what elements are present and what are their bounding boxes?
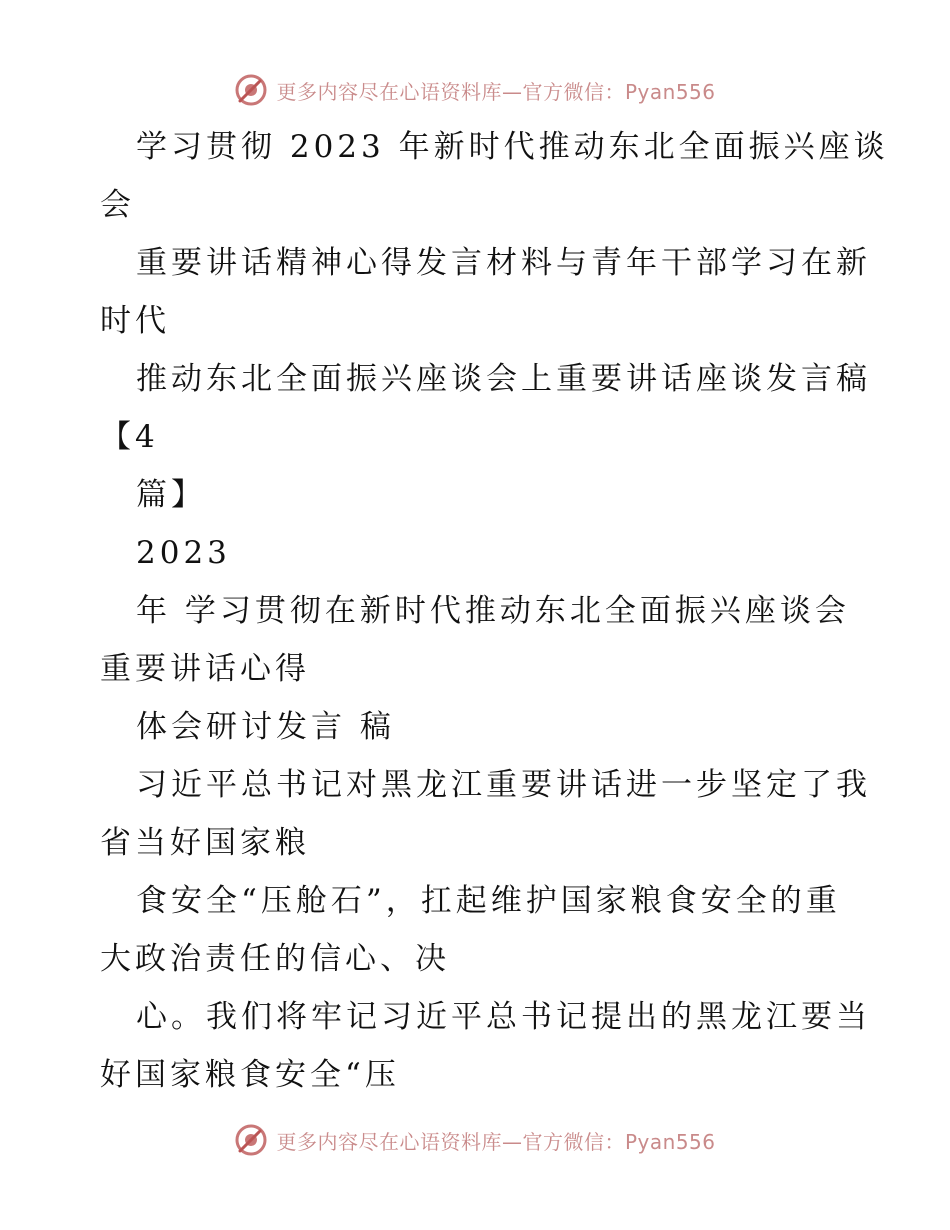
text-line: 篇】 xyxy=(136,477,206,513)
watermark-text: 更多内容尽在心语资料库—官方微信：Pyan556 xyxy=(276,79,716,104)
text-line: 省当好国家粮 xyxy=(100,825,310,861)
text-line: 习近平总书记对黑龙江重要讲话进一步坚定了我 xyxy=(136,767,871,803)
text-line: 大政治责任的信心、决 xyxy=(100,941,450,977)
watermark-banner-top xyxy=(0,70,950,110)
text-line: 重要讲话精神心得发言材料与青年干部学习在新 xyxy=(136,245,871,281)
text-line: 2023 xyxy=(136,535,231,571)
text-line: 推动东北全面振兴座谈会上重要讲话座谈发言稿 xyxy=(136,361,871,397)
brush-logo-icon xyxy=(234,73,268,107)
text-line: 体会研讨发言 稿 xyxy=(136,709,395,745)
text-line: 食安全“压舱石”，扛起维护国家粮食安全的重 xyxy=(136,883,841,919)
text-line: 【4 xyxy=(100,419,159,455)
text-line: 学习贯彻 2023 年新时代推动东北全面振兴座谈 xyxy=(136,129,889,165)
text-line: 年 学习贯彻在新时代推动东北全面振兴座谈会 xyxy=(136,593,850,629)
watermark-banner-bottom xyxy=(0,1120,950,1160)
brush-logo-icon xyxy=(234,1123,268,1157)
document-body xyxy=(100,118,889,1104)
text-line: 会 xyxy=(100,187,135,223)
text-line: 心。我们将牢记习近平总书记提出的黑龙江要当 xyxy=(136,999,871,1035)
watermark-text: 更多内容尽在心语资料库—官方微信：Pyan556 xyxy=(276,1129,716,1154)
text-line: 重要讲话心得 xyxy=(100,651,310,687)
text-line: 好国家粮食安全“压 xyxy=(100,1057,400,1093)
text-line: 时代 xyxy=(100,303,170,339)
